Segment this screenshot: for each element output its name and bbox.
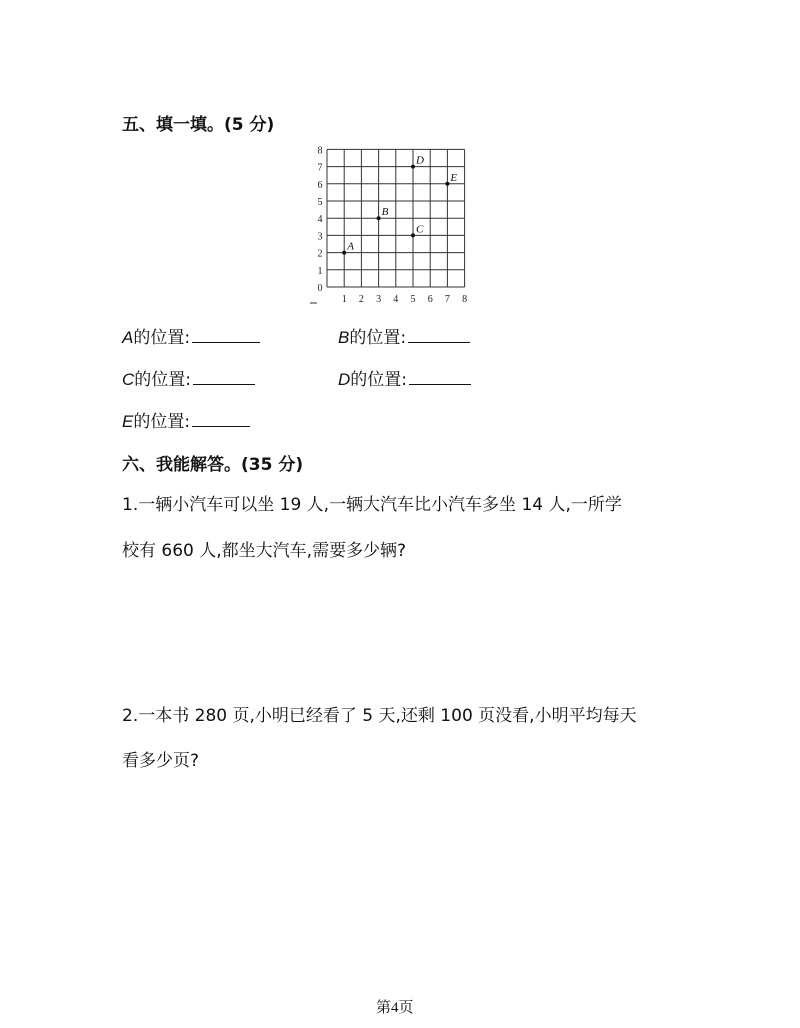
question-1-line-2: 校有 660 人,都坐大汽车,需要多少辆?	[122, 541, 407, 561]
y-tick-label: 3	[317, 231, 323, 243]
fill-d	[338, 365, 471, 390]
point-label-d: D	[416, 154, 424, 167]
fill-c-label: 的位置:	[134, 370, 192, 390]
fill-d-label: 的位置:	[350, 370, 408, 390]
question-2-line-2: 看多少页?	[122, 751, 200, 771]
answer-blank-e[interactable]	[192, 410, 250, 427]
var-a: A	[122, 328, 134, 347]
y-tick-label: 5	[317, 197, 323, 208]
coordinate-grid	[305, 143, 475, 308]
fill-b-label: 的位置:	[349, 328, 407, 348]
x-tick-label: 3	[376, 294, 382, 305]
fill-c	[122, 365, 255, 390]
point-c	[411, 233, 415, 237]
y-tick-label: 6	[317, 179, 323, 191]
point-label-c: C	[416, 223, 424, 236]
x-tick-label: 8	[462, 294, 468, 305]
var-c: C	[122, 370, 135, 389]
x-tick-label: 5	[410, 294, 416, 305]
x-tick-label: 4	[393, 294, 399, 305]
fill-b	[338, 323, 470, 348]
question-2-line-1: 2.一本书 280 页,小明已经看了 5 天,还剩 100 页没看,小明平均每天	[122, 706, 637, 726]
fill-e-label: 的位置:	[133, 412, 191, 432]
answer-blank-c[interactable]	[193, 368, 255, 385]
x-tick-label: 2	[358, 294, 364, 305]
var-e: E	[122, 412, 134, 431]
x-tick-label: 6	[427, 294, 433, 305]
fill-a	[122, 323, 260, 348]
point-label-a: A	[347, 240, 354, 253]
point-e	[445, 182, 449, 186]
y-tick-label: 2	[317, 248, 323, 260]
point-a	[342, 251, 346, 255]
y-tick-label: 8	[317, 145, 323, 157]
answer-blank-b[interactable]	[408, 326, 470, 343]
fill-e	[122, 407, 250, 432]
section-5-title: 五、填一填。(5 分)	[122, 115, 275, 135]
answer-blank-a[interactable]	[192, 326, 260, 343]
page-number: 第4页	[376, 1000, 414, 1016]
point-d	[411, 165, 415, 169]
question-1-line-1: 1.一辆小汽车可以坐 19 人,一辆大汽车比小汽车多坐 14 人,一所学	[122, 495, 622, 515]
y-tick-label: 4	[317, 214, 323, 226]
x-tick-label: 1	[341, 294, 347, 305]
section-6-title: 六、我能解答。(35 分)	[122, 455, 304, 475]
y-tick-label: 1	[317, 265, 323, 277]
y-tick-label: 7	[317, 162, 323, 174]
grid-svg	[305, 143, 475, 308]
var-b: B	[338, 328, 350, 347]
x-tick-label: 7	[444, 294, 450, 305]
point-label-e: E	[450, 171, 458, 184]
point-label-b: B	[381, 206, 389, 219]
y-tick-label: 0	[317, 283, 323, 294]
var-d: D	[338, 370, 351, 389]
answer-blank-d[interactable]	[409, 368, 471, 385]
fill-a-label: 的位置:	[133, 328, 191, 348]
point-b	[377, 216, 381, 220]
